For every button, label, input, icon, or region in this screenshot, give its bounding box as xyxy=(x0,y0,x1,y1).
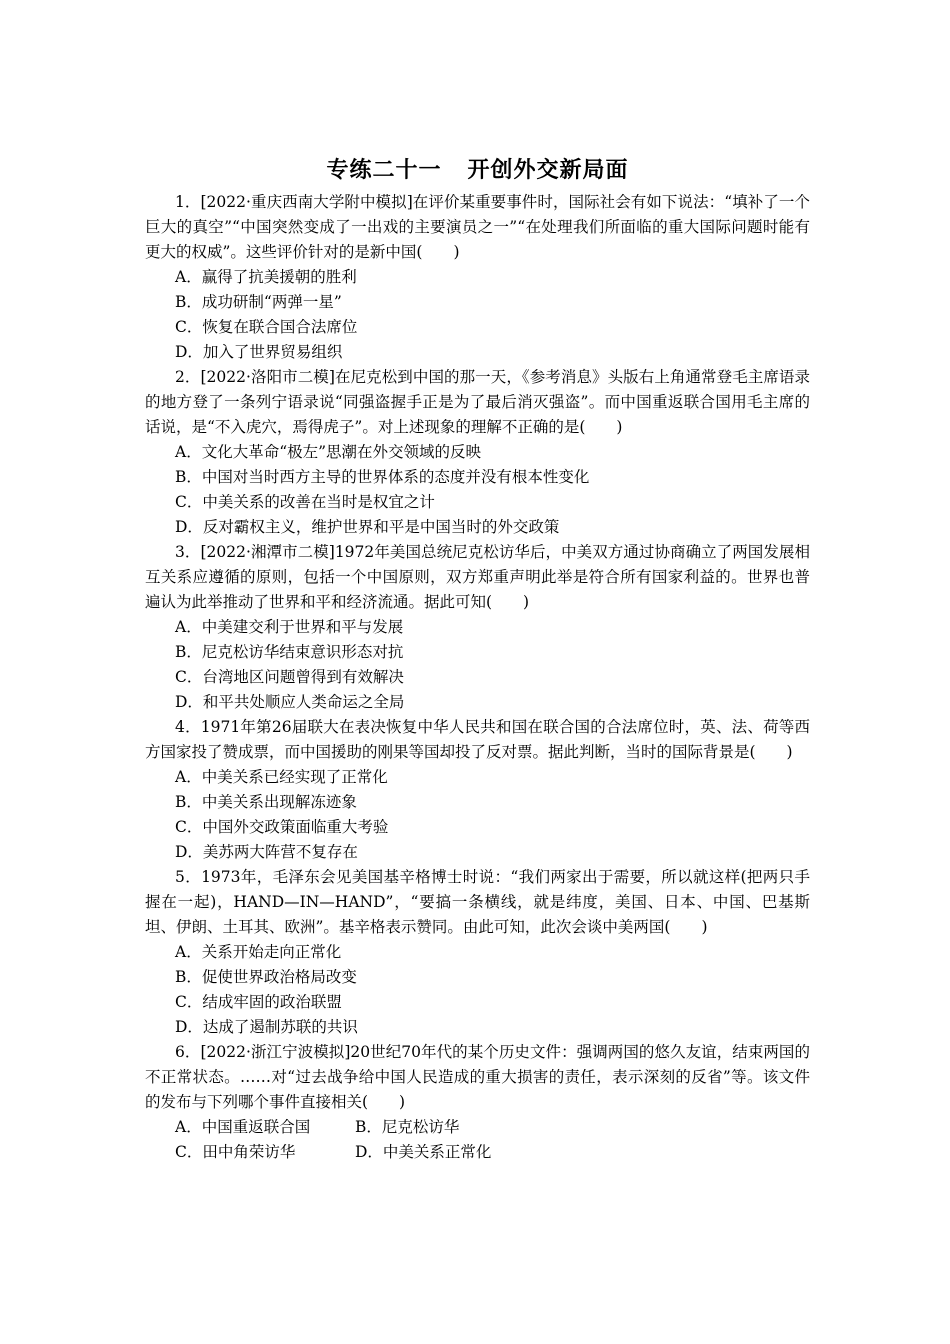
question-6-option-d: D．中美关系正常化 xyxy=(355,1143,492,1161)
question-2-option-a: A．文化大革命“极左”思潮在外交领域的反映 xyxy=(175,443,482,461)
question-5-option-d: D．达成了遏制苏联的共识 xyxy=(175,1018,358,1036)
question-3-option-d: D．和平共处顺应人类命运之全局 xyxy=(175,693,405,711)
question-2-option-b: B．中国对当时西方主导的世界体系的态度并没有根本性变化 xyxy=(175,468,590,486)
question-6-option-c: C．田中角荣访华 xyxy=(175,1143,296,1161)
question-1-option-b: B．成功研制“两弹一星” xyxy=(175,293,342,311)
question-6-options-row-1 xyxy=(145,1115,810,1140)
question-4-option-a: A．中美关系已经实现了正常化 xyxy=(175,768,388,786)
question-3-option-a: A．中美建交利于世界和平与发展 xyxy=(175,618,404,636)
question-3-option-b: B．尼克松访华结束意识形态对抗 xyxy=(175,643,404,661)
question-6-stem: 6．[2022·浙江宁波模拟]20世纪70年代的某个历史文件：强调两国的悠久友谊，结束两国的不正常状态。……对“过去战争给中国人民造成的重大损害的责任，表示深刻的反省”等。该文件的发布与下列哪个事件直接相关( ) xyxy=(145,1043,810,1111)
question-2-stem: 2．[2022·洛阳市二模]在尼克松到中国的那一天，《参考消息》头版右上角通常登毛主席语录的地方登了一条列宁语录说“同强盗握手正是为了最后消灭强盗”。而中国重返联合国用毛主席的话说，是“不入虎穴，焉得虎子”。对上述现象的理解不正确的是( ) xyxy=(145,368,810,436)
document-page xyxy=(145,152,810,1165)
question-1-option-d: D．加入了世界贸易组织 xyxy=(175,343,343,361)
title-main: 专练二十一 xyxy=(326,157,442,183)
question-4-option-d: D．美苏两大阵营不复存在 xyxy=(175,843,358,861)
question-1-option-c: C．恢复在联合国合法席位 xyxy=(175,318,358,336)
question-5-option-c: C．结成牢固的政治联盟 xyxy=(175,993,342,1011)
question-5-option-b: B．促使世界政治格局改变 xyxy=(175,968,357,986)
question-3-option-c: C．台湾地区问题曾得到有效解决 xyxy=(175,668,404,686)
question-1-option-a: A．赢得了抗美援朝的胜利 xyxy=(175,268,357,286)
question-3-stem: 3．[2022·湘潭市二模]1972年美国总统尼克松访华后，中美双方通过协商确立了两国发展相互关系应遵循的原则，包括一个中国原则，双方郑重声明此举是符合所有国家利益的。世界也普遍认为此举推动了世界和平和经济流通。据此可知( ) xyxy=(145,543,810,611)
question-4-stem: 4．1971年第26届联大在表决恢复中华人民共和国在联合国的合法席位时，英、法、荷等西方国家投了赞成票，而中国援助的刚果等国却投了反对票。据此判断，当时的国际背景是( ) xyxy=(145,718,810,761)
question-6-options-row-2 xyxy=(145,1140,810,1165)
question-1-stem: 1．[2022·重庆西南大学附中模拟]在评价某重要事件时，国际社会有如下说法：“填补了一个巨大的真空”“中国突然变成了一出戏的主要演员之一”“在处理我们所面临的重大国际问题时能有更大的权威”。这些评价针对的是新中国( ) xyxy=(145,193,810,261)
question-4-option-c: C．中国外交政策面临重大考验 xyxy=(175,818,389,836)
question-6-option-a: A．中国重返联合国 xyxy=(175,1118,311,1136)
title-sub: 开创外交新局面 xyxy=(467,157,629,183)
question-5-stem: 5．1973年，毛泽东会见美国基辛格博士时说：“我们两家出于需要，所以就这样(把两只手握在一起)，HAND—IN—HAND”，“要搞一条横线，就是纬度，美国、日本、中国、巴基斯坦、伊朗、土耳其、欧洲”。基辛格表示赞同。由此可知，此次会谈中美两国( ) xyxy=(145,868,810,936)
question-6-option-b: B．尼克松访华 xyxy=(355,1118,460,1136)
question-4-option-b: B．中美关系出现解冻迹象 xyxy=(175,793,357,811)
question-2-option-c: C．中美关系的改善在当时是权宜之计 xyxy=(175,493,435,511)
page-title xyxy=(145,152,810,188)
question-2-option-d: D．反对霸权主义，维护世界和平是中国当时的外交政策 xyxy=(175,518,560,536)
question-5-option-a: A．关系开始走向正常化 xyxy=(175,943,342,961)
